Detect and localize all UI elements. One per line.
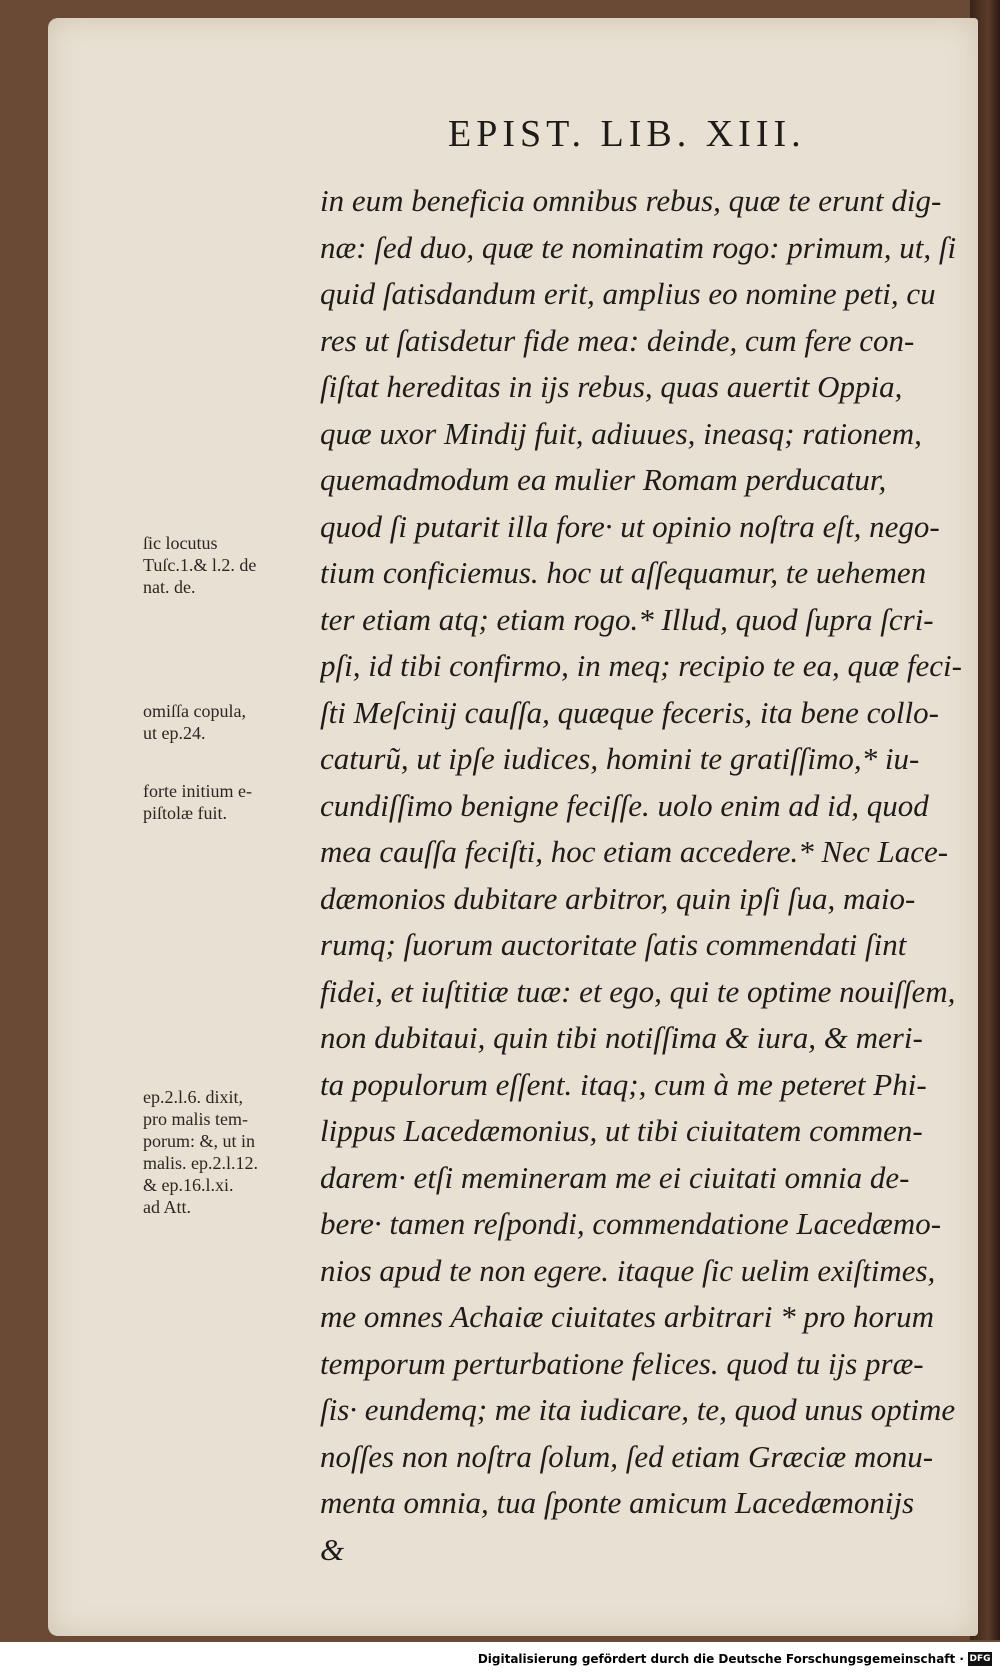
text-line: & <box>320 1531 345 1567</box>
margin-note-1 <box>143 532 315 598</box>
text-line: bere· tamen reſpondi, commendatione Lacedæmo- <box>320 1206 942 1241</box>
margin-note-line: ut ep.24. <box>143 723 206 743</box>
text-line: quæ uxor Mindij fuit, adiuues, ineasq; rationem, <box>320 415 922 451</box>
margin-note-line: & ep.16.l.xi. <box>143 1175 234 1195</box>
text-line: pſi, id tibi confirmo, in meq; recipio te ea, quæ feci- <box>320 648 962 683</box>
text-line: non dubitaui, quin tibi notiſſima & iura, & meri- <box>320 1020 923 1055</box>
text-line: in eum beneficia omnibus rebus, quæ te erunt dig- <box>320 183 942 218</box>
footer-credit: Digitalisierung gefördert durch die Deutsche Forschungsgemeinschaft · <box>477 1652 964 1666</box>
margin-note-3 <box>143 780 315 824</box>
text-line: ſiſtat hereditas in ijs rebus, quas auertit Oppia, <box>320 369 903 404</box>
text-line: næ: ſed duo, quæ te nominatim rogo: primum, ut, ſi <box>320 229 957 265</box>
margin-note-line: ſic locutus <box>143 533 218 553</box>
margin-note-line: ad Att. <box>143 1197 191 1217</box>
text-line: quid ſatisdandum erit, amplius eo nomine peti, cu <box>320 276 936 311</box>
text-line: quemadmodum ea mulier Romam perducatur, <box>320 462 887 497</box>
text-line: rumq; ſuorum auctoritate ſatis commendati ſint <box>320 927 907 962</box>
margin-note-line: pro malis tem- <box>143 1109 248 1129</box>
text-line: ta populorum eſſent. itaq;, cum à me peteret Phi- <box>320 1066 927 1102</box>
text-line: menta omnia, tua ſponte amicum Lacedæmonijs <box>320 1485 915 1520</box>
text-line: ter etiam atq; etiam rogo.* Illud, quod ſupra ſcri- <box>320 601 934 637</box>
text-line: lippus Lacedæmonius, ut tibi ciuitatem commen- <box>320 1113 923 1148</box>
text-line: noſſes non noſtra ſolum, ſed etiam Græciæ monu- <box>320 1438 934 1474</box>
text-line: res ut ſatisdetur fide mea: deinde, cum fere con- <box>320 322 915 358</box>
text-line: ſti Meſcinij cauſſa, quæque feceris, ita bene collo- <box>320 694 939 730</box>
text-line: ſis· eundemq; me ita iudicare, te, quod unus optime <box>320 1392 956 1427</box>
text-line: darem· etſi memineram me ei ciuitati omnia de- <box>320 1159 910 1195</box>
footer-bar <box>0 1642 1000 1679</box>
text-line: mea cauſſa feciſti, hoc etiam accedere.* Nec Lace- <box>320 834 949 869</box>
text-line: me omnes Achaiæ ciuitates arbitrari * pro horum <box>320 1299 934 1334</box>
running-header: EPIST. LIB. XIII. <box>448 113 806 155</box>
text-line: nios apud te non egere. itaque ſic uelim exiſtimes, <box>320 1252 936 1288</box>
text-line: dæmonios dubitare arbitror, quin ipſi ſua, maio- <box>320 880 916 916</box>
text-line: fidei, et iuſtitiæ tuæ: et ego, qui te optime nouiſſem, <box>320 973 956 1009</box>
margin-note-line: ep.2.l.6. dixit, <box>143 1087 243 1107</box>
text-line: tium conficiemus. hoc ut aſſequamur, te uehemen <box>320 555 927 590</box>
text-line: temporum perturbatione felices. quod tu ijs præ- <box>320 1345 924 1381</box>
text-line: caturũ, ut ipſe iudices, homini te gratiſſimo,* iu- <box>320 741 920 776</box>
margin-note-line: porum: &, ut in <box>143 1131 255 1151</box>
margin-note-4 <box>143 1086 315 1218</box>
text-line: quod ſi putarit illa fore· ut opinio noſtra eſt, nego- <box>320 508 940 544</box>
margin-note-line: Tuſc.1.& l.2. de <box>143 555 257 575</box>
margin-note-line: piſtolæ fuit. <box>143 803 228 823</box>
margin-note-line: malis. ep.2.l.12. <box>143 1153 258 1173</box>
text-line: cundiſſimo benigne feciſſe. uolo enim ad id, quod <box>320 787 929 823</box>
margin-note-line: omiſſa copula, <box>143 701 246 721</box>
margin-note-line: nat. de. <box>143 577 196 597</box>
margin-note-line: forte initium e- <box>143 781 252 801</box>
dfg-logo: DFG <box>969 1654 991 1664</box>
margin-note-2 <box>143 700 315 744</box>
main-text-block <box>320 178 970 1573</box>
